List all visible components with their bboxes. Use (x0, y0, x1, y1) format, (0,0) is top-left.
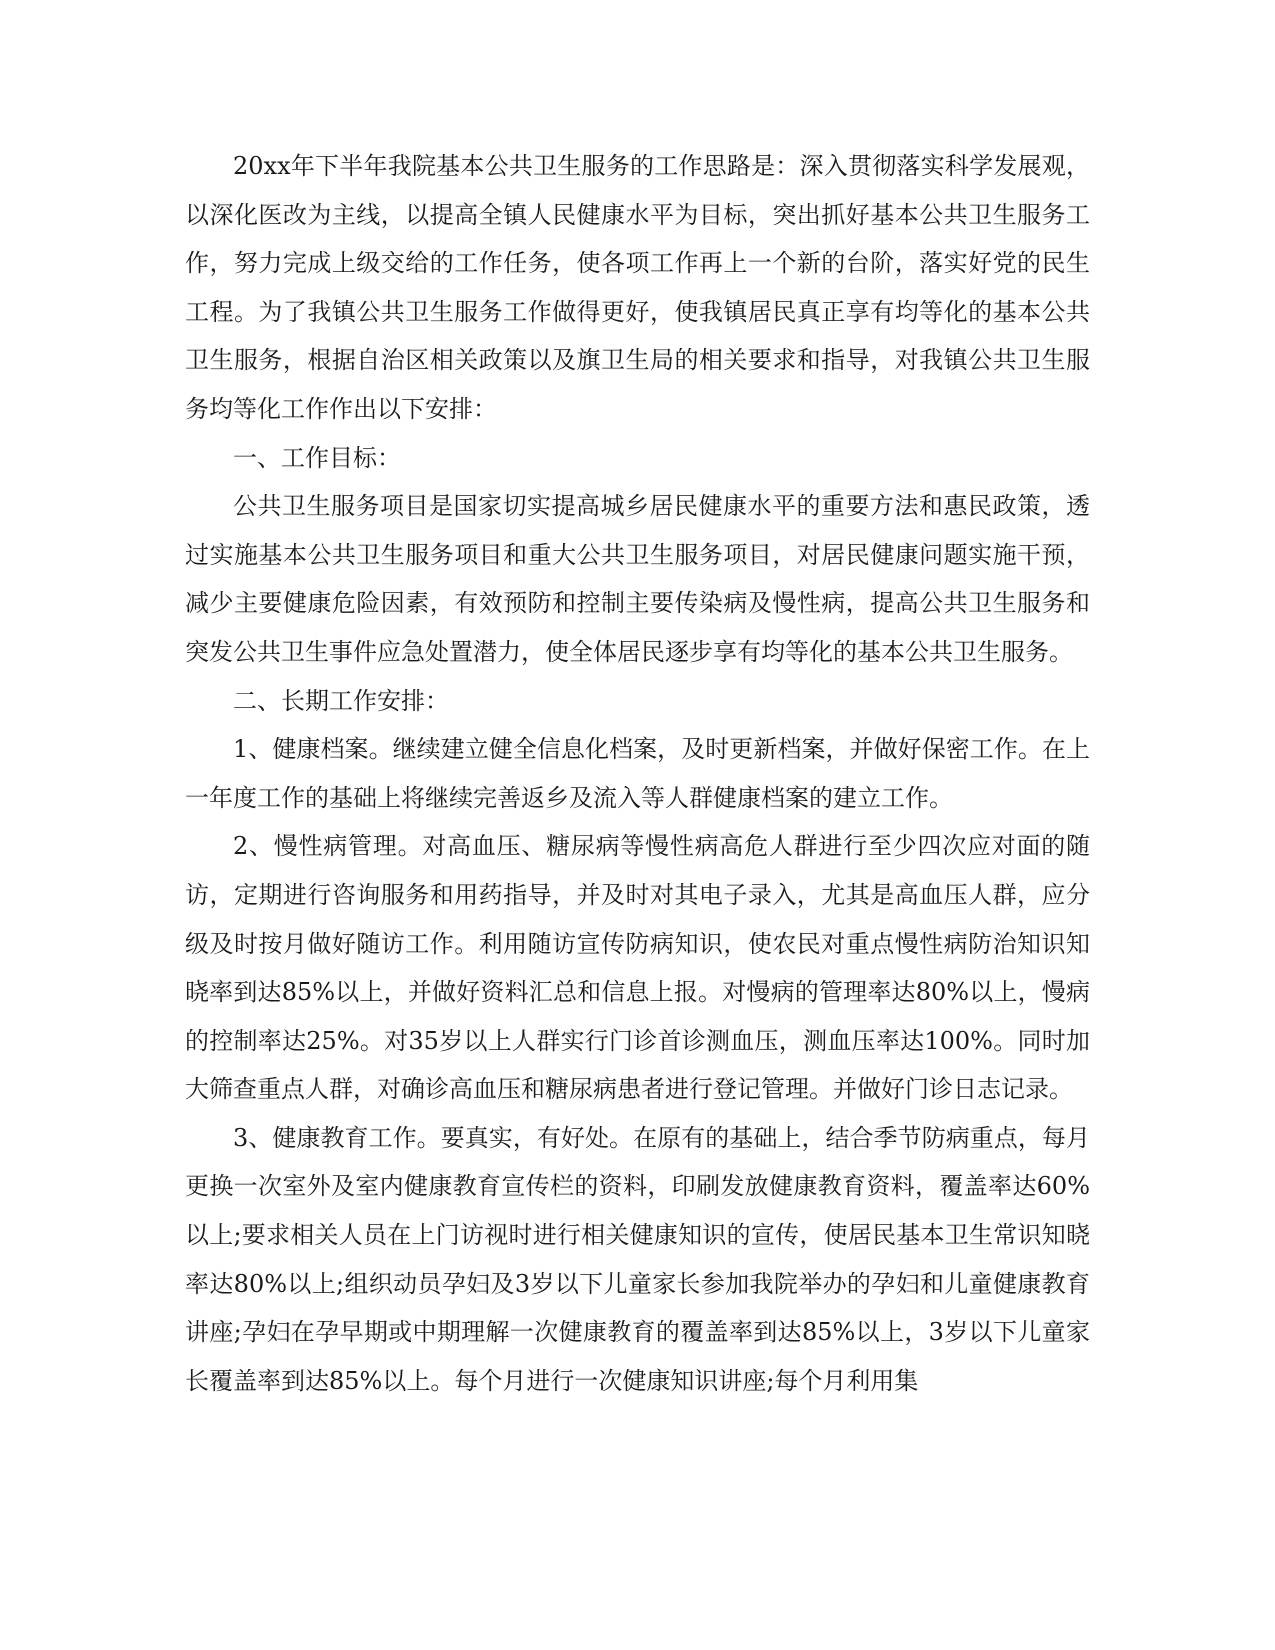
paragraph-chronic-disease: 2、慢性病管理。对高血压、糖尿病等慢性病高危人群进行至少四次应对面的随访，定期进行咨询服务和用药指导，并及时对其电子录入，尤其是高血压人群，应分级及时按月做好随访工作。利用随访宣传防病知识，使农民对重点慢性病防治知识知晓率到达85%以上，并做好资料汇总和信息上报。对慢病的管理率达80%以上，慢病的控制率达25%。对35岁以上人群实行门诊首诊测血压，测血压率达100%。同时加大筛查重点人群，对确诊高血压和糖尿病患者进行登记管理。并做好门诊日志记录。 (185, 832, 1090, 1104)
paragraph-health-records: 1、健康档案。继续建立健全信息化档案，及时更新档案，并做好保密工作。在上一年度工作的基础上将继续完善返乡及流入等人群健康档案的建立工作。 (185, 735, 1090, 812)
paragraph-health-education: 3、健康教育工作。要真实，有好处。在原有的基础上，结合季节防病重点，每月更换一次室外及室内健康教育宣传栏的资料，印刷发放健康教育资料，覆盖率达60%以上;要求相关人员在上门访视时进行相关健康知识的宣传，使居民基本卫生常识知晓率达80%以上;组织动员孕妇及3岁以下儿童家长参加我院举办的孕妇和儿童健康教育讲座;孕妇在孕早期或中期理解一次健康教育的覆盖率到达85%以上，3岁以下儿童家长覆盖率到达85%以上。每个月进行一次健康知识讲座;每个月利用集 (185, 1123, 1090, 1395)
heading-long-term-plan: 二、长期工作安排： (233, 686, 449, 715)
document-body (185, 142, 1090, 1405)
heading-work-goals: 一、工作目标： (233, 443, 401, 472)
paragraph-work-goals: 公共卫生服务项目是国家切实提高城乡居民健康水平的重要方法和惠民政策，透过实施基本公共卫生服务项目和重大公共卫生服务项目，对居民健康问题实施干预，减少主要健康危险因素，有效预防和控制主要传染病及慢性病，提高公共卫生服务和突发公共卫生事件应急处置潜力，使全体居民逐步享有均等化的基本公共卫生服务。 (185, 492, 1090, 666)
paragraph-intro: 20xx年下半年我院基本公共卫生服务的工作思路是：深入贯彻落实科学发展观，以深化医改为主线，以提高全镇人民健康水平为目标，突出抓好基本公共卫生服务工作，努力完成上级交给的工作任务，使各项工作再上一个新的台阶，落实好党的民生工程。为了我镇公共卫生服务工作做得更好，使我镇居民真正享有均等化的基本公共卫生服务，根据自治区相关政策以及旗卫生局的相关要求和指导，对我镇公共卫生服务均等化工作作出以下安排： (185, 152, 1090, 423)
